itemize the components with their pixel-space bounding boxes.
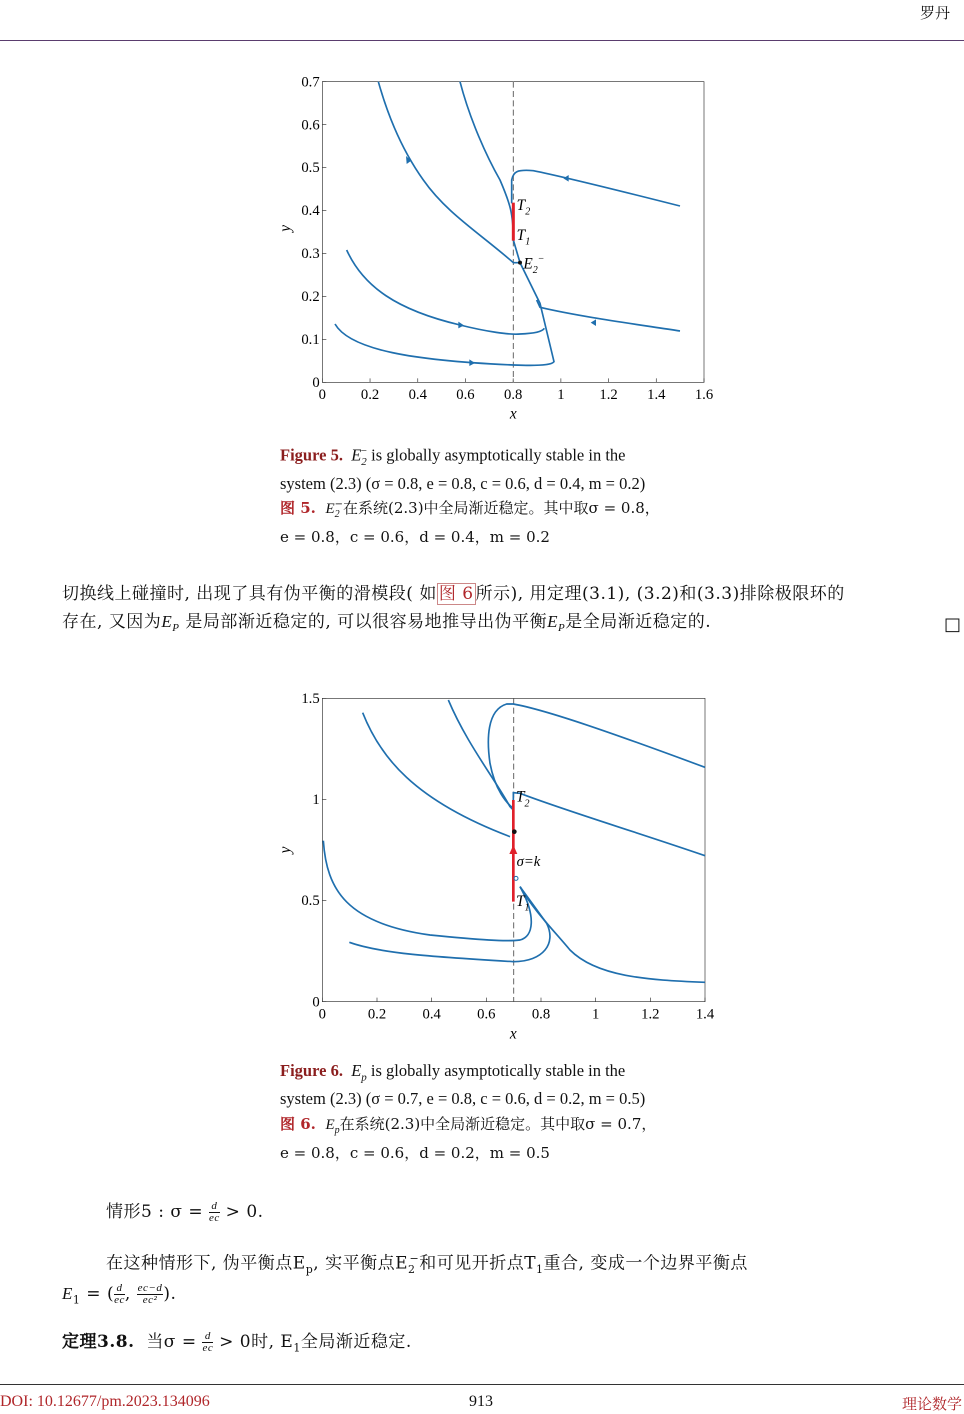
page-number: 913 <box>469 1393 493 1410</box>
theorem-3-8 <box>62 1328 412 1362</box>
x-tick-label: 1.2 <box>599 387 618 403</box>
trajectory <box>512 170 680 206</box>
x-tick-label: 0.4 <box>422 1006 441 1023</box>
numerator: ec−d <box>137 1282 163 1294</box>
text: 所示), 用定理(3.1), (3.2)和(3.3)排除极限环的 <box>475 584 845 604</box>
math-sub: 2 <box>407 1263 416 1277</box>
trajectory <box>448 700 513 810</box>
x-tick-label: 0.8 <box>531 1006 551 1023</box>
boundary-equilibrium-formula: $E_1$ = ( $\frac{d}{ec}$ , $\frac{ec-d}{\text{ec²}}$ ). <box>62 1282 177 1307</box>
label-t1: $T_1$ <box>516 893 530 914</box>
fraction <box>137 1283 164 1306</box>
x-tick-label: 1.6 <box>694 387 714 403</box>
y-tick-label: 0.5 <box>301 893 320 910</box>
caption-text: 在系统(2.3)中全局渐近稳定。其中取σ = 0.8， <box>343 499 660 517</box>
caption-text: e = 0.8，c = 0.6，d = 0.4，m = 0.2 <box>280 528 550 546</box>
text: 全局渐近稳定. <box>300 1332 412 1352</box>
text: 当σ = <box>146 1332 203 1352</box>
trajectory <box>378 82 521 263</box>
text: ). <box>163 1284 177 1304</box>
numerator: d <box>202 1331 213 1343</box>
caption-text: e = 0.8，c = 0.6，d = 0.2，m = 0.5 <box>280 1144 550 1162</box>
trajectory <box>520 887 705 983</box>
y-axis-label: y <box>277 224 294 232</box>
text: 情形5 : σ = <box>106 1202 210 1222</box>
sliding-direction-arrow <box>509 845 517 854</box>
journal-name: 理论数学 <box>901 1395 962 1413</box>
y-tick-label: 0.4 <box>301 203 320 220</box>
y-tick-label: 1 <box>312 792 320 809</box>
y-tick-label: 0 <box>312 994 320 1011</box>
math-sub: 1 <box>293 1341 301 1355</box>
y-tick-label: 0.5 <box>301 160 320 177</box>
body-paragraph <box>62 580 845 642</box>
text: 重合, 变成一个边界平衡点 <box>543 1253 748 1274</box>
denominator: ec <box>202 1342 214 1354</box>
numerator: d <box>209 1201 220 1213</box>
figure-5-phase-portrait <box>277 70 720 423</box>
label-t2: $T_2$ <box>516 197 531 218</box>
doi-link[interactable]: DOI: 10.12677/pm.2023.134096 <box>0 1393 210 1410</box>
text: = ( <box>80 1284 115 1304</box>
label-sigma-k: σ=k <box>516 854 541 870</box>
y-axis-label: y <box>277 846 294 854</box>
text: , 实平衡点E <box>313 1253 408 1274</box>
fraction <box>202 1331 213 1354</box>
x-tick-label: 0.6 <box>477 1006 496 1023</box>
text: > 0时, E <box>213 1332 294 1352</box>
footer-rule <box>0 1384 964 1385</box>
y-tick-label: 0 <box>312 375 320 391</box>
x-tick-label: 1.2 <box>641 1006 660 1023</box>
math-sub: 1 <box>72 1293 81 1307</box>
trajectory <box>335 240 554 365</box>
direction-arrow <box>591 319 596 326</box>
math-sub: 1 <box>536 1263 544 1277</box>
math-sup: − <box>409 1252 420 1265</box>
x-tick-label: 1.4 <box>695 1006 715 1023</box>
qed-symbol: □ <box>944 614 962 635</box>
header-rule <box>0 40 964 41</box>
pseudo-equilibrium-point <box>512 829 517 834</box>
caption-text: is globally asymptotically stable in the <box>371 445 626 465</box>
text: 是局部渐近稳定的, 可以很容易地推导出伪平衡 <box>179 612 548 632</box>
direction-arrow <box>563 175 568 182</box>
x-tick-label: 1 <box>592 1006 600 1023</box>
caption-label: 图 5. <box>280 499 316 517</box>
denominator: ec <box>209 1212 220 1224</box>
label-t2: $T_2$ <box>516 788 530 810</box>
x-tick-label: 0.2 <box>367 1006 387 1023</box>
y-tick-label: 0.3 <box>301 246 320 263</box>
numerator: d <box>114 1283 125 1295</box>
math: E <box>161 612 173 631</box>
x-tick-label: 0.8 <box>504 387 523 403</box>
y-tick-label: 0.6 <box>301 117 320 134</box>
case-5-line <box>106 1198 264 1226</box>
y-tick-label: 0.1 <box>301 332 320 349</box>
x-axis-label: x <box>509 405 517 423</box>
x-axis-label: x <box>509 1025 517 1043</box>
figure-6-link[interactable]: 图 6 <box>438 584 474 604</box>
figure-6-caption-zh: 图 6. $E_p$在系统(2.3)中全局渐近稳定。其中取σ = 0.7， e = 0.8，c = 0.6，d = 0.2，m = 0.5 <box>280 1115 657 1162</box>
equilibrium-point <box>518 261 522 265</box>
text: 和可见开折点T <box>419 1253 537 1274</box>
direction-arrow <box>458 322 464 329</box>
fraction <box>114 1283 125 1306</box>
caption-text: system (2.3) (σ = 0.7, e = 0.8, c = 0.6, d = 0.2, m = 0.5) <box>280 1089 646 1109</box>
caption-label: 图 6. <box>280 1115 316 1133</box>
math: P <box>558 622 566 635</box>
text: 是全局渐近稳定的. <box>565 612 712 632</box>
label-e2-minus: $E_2^-$ <box>523 253 545 276</box>
y-tick-label: 1.5 <box>301 691 320 707</box>
fraction <box>209 1201 220 1224</box>
x-tick-label: 0.2 <box>360 387 380 403</box>
x-tick-label: 0 <box>318 387 326 403</box>
trajectory <box>323 841 531 941</box>
math: P <box>172 622 180 635</box>
figure-6-caption-en: Figure 6. $E_p$ is globally asymptotically stable in the system (2.3) (σ = 0.7, e = 0.8, c = 0.6, d = 0.2, m = 0.5) <box>280 1061 646 1109</box>
denominator: ec <box>114 1294 125 1306</box>
text: 在这种情形下, 伪平衡点E <box>106 1253 306 1274</box>
caption-text: system (2.3) (σ = 0.8, e = 0.8, c = 0.6, d = 0.4, m = 0.2) <box>280 473 646 493</box>
paragraph-case-5 <box>106 1245 748 1284</box>
running-header-author: 罗丹 <box>919 4 950 22</box>
math: E <box>62 1284 73 1303</box>
figure-5-caption-en: Figure 5. $E_2^-$ is globally asymptotically stable in the system (2.3) (σ = 0.8, e = 0.8, c = 0.6, d = 0.4, m = 0.2) <box>280 445 646 493</box>
text: 切换线上碰撞时, 出现了具有伪平衡的滑模段( 如 <box>62 584 437 604</box>
trajectory <box>460 82 513 240</box>
caption-text: is globally asymptotically stable in the <box>370 1061 626 1080</box>
caption-text: 在系统(2.3)中全局渐近稳定。其中取σ = 0.7， <box>339 1115 657 1133</box>
theorem-label: 定理3.8. <box>62 1332 135 1352</box>
math: E <box>547 612 559 631</box>
figure-6-phase-portrait <box>277 690 720 1043</box>
label-t1: $T_1$ <box>516 227 531 248</box>
trajectory <box>513 793 705 856</box>
x-tick-label: 1.4 <box>647 387 666 403</box>
x-tick-label: 0.6 <box>456 387 475 403</box>
x-tick-label: 0 <box>318 1006 326 1023</box>
text: 存在, 又因为 <box>62 612 162 632</box>
trajectory <box>537 300 680 331</box>
figure-5-caption-zh: 图 5. $E_2^-$在系统(2.3)中全局渐近稳定。其中取σ = 0.8， e = 0.8，c = 0.6，d = 0.4，m = 0.2 <box>280 499 660 546</box>
direction-arrow <box>469 359 475 366</box>
x-tick-label: 0.4 <box>408 387 427 403</box>
math-sub: p <box>305 1263 314 1277</box>
text: > 0. <box>219 1202 264 1222</box>
caption-label: Figure 6. <box>280 1061 343 1080</box>
y-tick-label: 0.2 <box>301 289 320 306</box>
denominator: ec² <box>142 1294 158 1306</box>
caption-label: Figure 5. <box>280 445 343 465</box>
y-tick-label: 0.7 <box>301 74 320 91</box>
trajectory <box>363 713 510 837</box>
x-tick-label: 1 <box>557 387 565 403</box>
